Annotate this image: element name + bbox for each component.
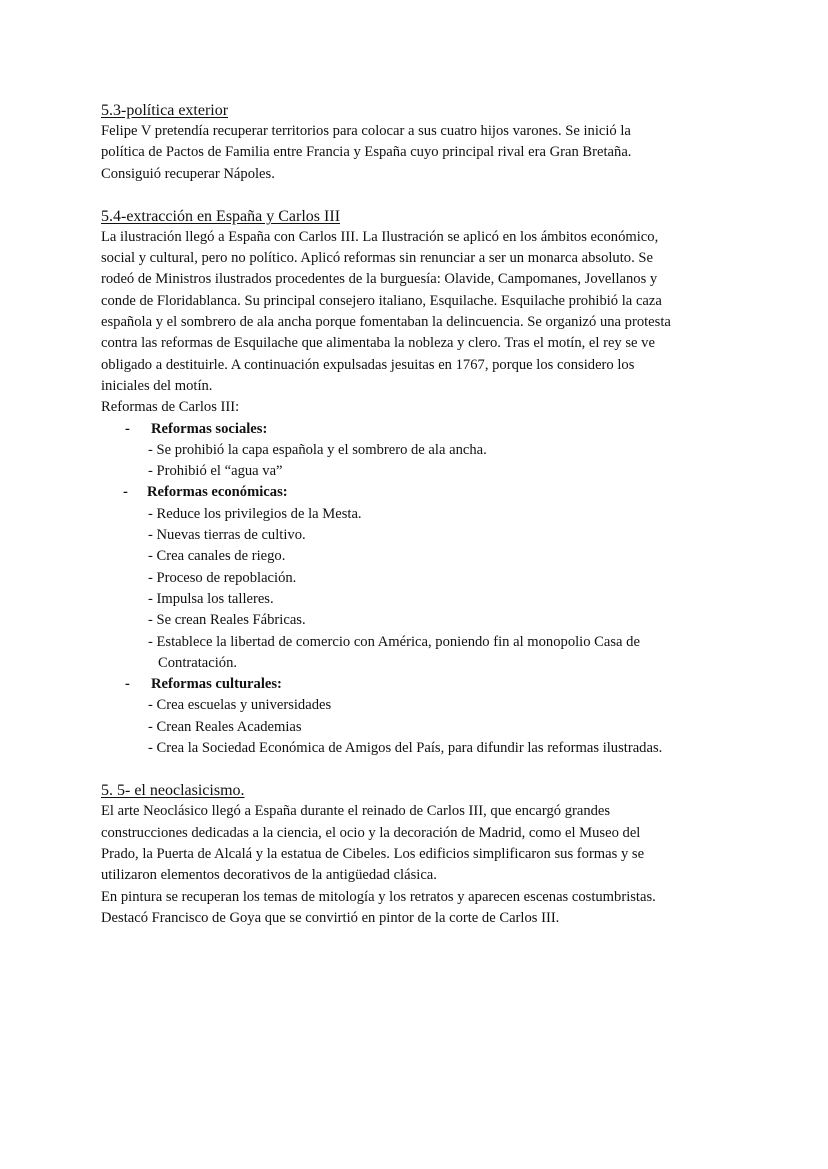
section-paragraph bbox=[101, 801, 761, 929]
reform-title: Reformas sociales: bbox=[151, 420, 268, 437]
reform-bullet bbox=[101, 482, 761, 503]
reform-item: - Crea canales de riego. bbox=[148, 548, 286, 565]
section-heading: 5. 5- el neoclasicismo. bbox=[101, 782, 245, 800]
reform-item: - Reduce los privilegios de la Mesta. bbox=[148, 505, 362, 522]
reform-item: - Proceso de repoblación. bbox=[148, 569, 297, 586]
document-page bbox=[101, 100, 761, 929]
reform-item: - Establece la libertad de comercio con América, poniendo fin al monopolio Casa de bbox=[148, 633, 640, 650]
paragraph-line: contra las reformas de Esquilache que alimentaba la nobleza y clero. Tras el motín, el rey se ve bbox=[101, 335, 655, 352]
reform-item-continuation: Contratación. bbox=[158, 654, 238, 671]
reform-bullet bbox=[101, 674, 761, 695]
section-gap bbox=[101, 185, 761, 206]
section-paragraph bbox=[101, 227, 761, 419]
reform-title: Reformas económicas: bbox=[147, 484, 288, 501]
reform-item: - Impulsa los talleres. bbox=[148, 590, 274, 607]
bullet-dash: - bbox=[125, 676, 130, 693]
paragraph-line: política de Pactos de Familia entre Francia y España cuyo principal rival era Gran Bretaña. bbox=[101, 144, 632, 161]
bullet-dash: - bbox=[123, 484, 128, 501]
reform-group-economic bbox=[101, 482, 761, 674]
reform-group-social bbox=[101, 419, 761, 483]
reform-item: - Se crean Reales Fábricas. bbox=[148, 612, 306, 629]
paragraph-line: conde de Floridablanca. Su principal consejero italiano, Esquilache. Esquilache prohibió la caza bbox=[101, 292, 662, 309]
section-neoclasicismo bbox=[101, 780, 761, 929]
paragraph-line: El arte Neoclásico llegó a España durante el reinado de Carlos III, que encargó grandes bbox=[101, 803, 611, 820]
reform-item: - Crean Reales Academias bbox=[148, 718, 302, 735]
reform-item: - Se prohibió la capa española y el sombrero de ala ancha. bbox=[148, 441, 487, 458]
paragraph-line: española y el sombrero de ala ancha porque fomentaban la delincuencia. Se organizó una protesta bbox=[101, 314, 671, 331]
paragraph-line: utilizaron elementos decorativos de la antigüedad clásica. bbox=[101, 867, 437, 884]
reform-bullet bbox=[101, 419, 761, 440]
paragraph-line: Consiguió recuperar Nápoles. bbox=[101, 165, 275, 182]
paragraph-line: Felipe V pretendía recuperar territorios para colocar a sus cuatro hijos varones. Se inició la bbox=[101, 123, 631, 139]
section-paragraph bbox=[101, 121, 761, 185]
section-heading: 5.3-política exterior bbox=[101, 102, 229, 119]
reform-group-cultural bbox=[101, 674, 761, 759]
section-heading: 5.4-extracción en España y Carlos III bbox=[101, 207, 341, 225]
paragraph-line: rodeó de Ministros ilustrados procedentes de la burguesía: Olavide, Campomanes, Jovellanos y bbox=[101, 271, 658, 288]
reform-item: - Nuevas tierras de cultivo. bbox=[148, 527, 306, 544]
paragraph-line: Destacó Francisco de Goya que se convirtió en pintor de la corte de Carlos III. bbox=[101, 909, 560, 926]
reform-title: Reformas culturales: bbox=[151, 676, 282, 693]
section-gap bbox=[101, 759, 761, 780]
reform-item: - Crea la Sociedad Económica de Amigos del País, para difundir las reformas ilustradas. bbox=[148, 740, 663, 757]
paragraph-line: La ilustración llegó a España con Carlos III. La Ilustración se aplicó en los ámbitos económico, bbox=[101, 228, 659, 245]
paragraph-line: obligado a destituirle. A continuación expulsadas jesuitas en 1767, porque los considero los bbox=[101, 356, 635, 373]
paragraph-line: iniciales del motín. bbox=[101, 377, 213, 394]
bullet-dash: - bbox=[125, 420, 130, 437]
paragraph-line: Prado, la Puerta de Alcalá y la estatua de Cibeles. Los edificios simplificaron sus formas y se bbox=[101, 845, 645, 862]
reform-item: - Prohibió el “agua va” bbox=[148, 463, 283, 480]
paragraph-line: Reformas de Carlos III: bbox=[101, 399, 240, 416]
section-carlos-iii bbox=[101, 206, 761, 759]
reform-item: - Crea escuelas y universidades bbox=[148, 697, 332, 714]
paragraph-line: construcciones dedicadas a la ciencia, el ocio y la decoración de Madrid, como el Museo del bbox=[101, 824, 641, 841]
paragraph-line: social y cultural, pero no político. Aplicó reformas sin renunciar a ser un monarca absoluto. Se bbox=[101, 250, 653, 267]
paragraph-line: En pintura se recuperan los temas de mitología y los retratos y aparecen escenas costumbristas. bbox=[101, 888, 656, 905]
section-politica-exterior bbox=[101, 100, 761, 185]
